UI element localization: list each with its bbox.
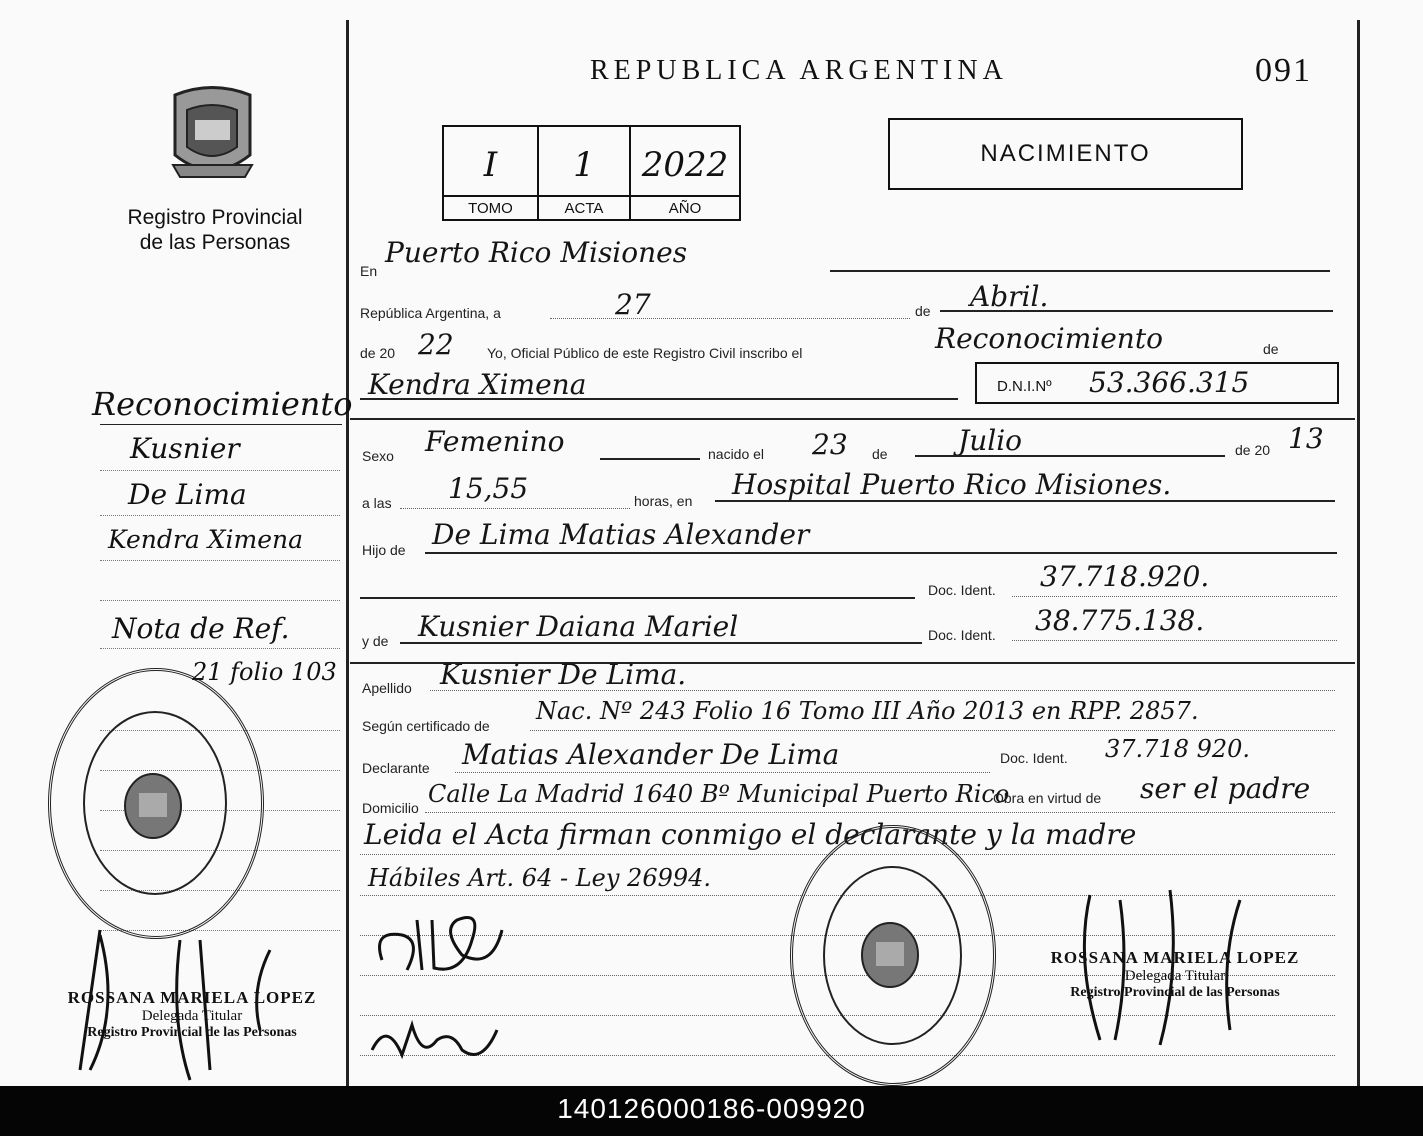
apellido-dots bbox=[430, 690, 1335, 691]
day-dots bbox=[550, 318, 910, 319]
anio-cell bbox=[631, 127, 739, 219]
year-value: 22 bbox=[418, 328, 454, 361]
right-stamp-emblem-icon bbox=[858, 920, 923, 990]
segun-label: Según certificado de bbox=[362, 718, 490, 734]
segun-dots bbox=[530, 730, 1335, 731]
year-prefix-label: de 20 bbox=[360, 345, 396, 361]
mother-name-value: Kusnier Daiana Mariel bbox=[418, 610, 739, 643]
tomo-value: I bbox=[483, 145, 498, 185]
sexo-line bbox=[600, 458, 700, 460]
alas-label: a las bbox=[362, 495, 392, 511]
registry-office-name bbox=[105, 205, 325, 255]
office-line-1: Registro Provincial bbox=[127, 206, 303, 229]
day-value: 27 bbox=[615, 288, 651, 321]
birth-year-value: 13 bbox=[1288, 422, 1324, 455]
birth-day-value: 23 bbox=[812, 428, 848, 461]
left-official-role: Delegada Titular bbox=[141, 1008, 243, 1024]
dni-label: D.N.I.Nº bbox=[997, 378, 1052, 395]
birth-month-line bbox=[915, 455, 1225, 457]
sexo-value: Femenino bbox=[425, 425, 565, 458]
father-doc-dots bbox=[1012, 596, 1337, 597]
nacido-label: nacido el bbox=[708, 446, 765, 462]
margin-surname-1: Kusnier bbox=[130, 432, 240, 465]
barcode-number: 140126000186-009920 bbox=[0, 1086, 1423, 1136]
margin-reconocimiento: Reconocimiento bbox=[92, 385, 353, 423]
leida-text: Leida el Acta firman conmigo el declarante y la madre bbox=[364, 818, 1137, 851]
right-official-role: Delegada Titular bbox=[1124, 968, 1226, 984]
domicilio-label: Domicilio bbox=[362, 800, 419, 816]
habiles-text: Hábiles Art. 64 - Ley 26994. bbox=[368, 864, 712, 892]
birth-place-line bbox=[715, 500, 1335, 502]
declarante-dots bbox=[455, 772, 990, 773]
margin-dots-3 bbox=[100, 560, 340, 561]
acta-cell bbox=[539, 127, 631, 219]
birth-place-value: Hospital Puerto Rico Misiones. bbox=[732, 468, 1172, 501]
left-official-block bbox=[42, 988, 342, 1041]
margin-folio-ref: 21 folio 103 bbox=[192, 658, 337, 686]
country-title: REPUBLICA ARGENTINA bbox=[590, 55, 1008, 86]
mother-doc-value: 38.775.138. bbox=[1035, 604, 1205, 637]
dni-value: 53.366.315 bbox=[1089, 366, 1250, 399]
office-line-2: de las Personas bbox=[139, 231, 291, 254]
dni-box bbox=[975, 362, 1339, 404]
right-official-block bbox=[1030, 948, 1320, 1001]
father-name-value: De Lima Matias Alexander bbox=[432, 518, 810, 551]
document-type-box: NACIMIENTO bbox=[888, 118, 1243, 190]
left-official-org: Registro Provincial de las Personas bbox=[87, 1025, 297, 1040]
folio-number: 091 bbox=[1255, 52, 1312, 89]
name-line bbox=[360, 398, 958, 400]
republica-label: República Argentina, a bbox=[360, 305, 501, 321]
horas-label: horas, en bbox=[634, 493, 693, 509]
birth-month-value: Julio bbox=[958, 424, 1023, 457]
right-oval-stamp bbox=[790, 825, 996, 1086]
child-name-value: Kendra Ximena bbox=[368, 368, 587, 401]
margin-dots-1 bbox=[100, 470, 340, 471]
doc-ident-label-3: Doc. Ident. bbox=[1000, 750, 1068, 766]
domicilio-value: Calle La Madrid 1640 Bº Municipal Puerto Rico bbox=[428, 780, 1010, 808]
domicilio-dots bbox=[425, 812, 1335, 813]
en-label: En bbox=[360, 263, 378, 279]
right-official-name: ROSSANA MARIELA LOPEZ bbox=[1050, 948, 1300, 967]
margin-surname-2: De Lima bbox=[128, 478, 247, 511]
birth-year-prefix-label: de 20 bbox=[1235, 442, 1271, 458]
month-value: Abril. bbox=[970, 280, 1049, 313]
en-line bbox=[830, 270, 1330, 272]
acta-value: 1 bbox=[573, 145, 595, 185]
mother-signature-icon bbox=[362, 1010, 502, 1070]
mother-doc-dots bbox=[1012, 640, 1337, 641]
left-official-name: ROSSANA MARIELA LOPEZ bbox=[67, 988, 317, 1007]
left-stamp-emblem-icon bbox=[121, 771, 186, 841]
declarante-value: Matias Alexander De Lima bbox=[462, 738, 840, 771]
birth-de-label: de bbox=[872, 446, 888, 462]
oficial-label: Yo, Oficial Público de este Registro Civil inscribo el bbox=[487, 345, 803, 361]
tomo-cell bbox=[444, 127, 539, 219]
yde-label: y de bbox=[362, 633, 389, 649]
father-doc-blank-line bbox=[360, 597, 915, 599]
left-oval-stamp bbox=[48, 668, 264, 939]
declarante-doc-value: 37.718 920. bbox=[1105, 735, 1251, 763]
hour-value: 15,55 bbox=[448, 472, 529, 505]
month-line bbox=[940, 310, 1333, 312]
father-doc-value: 37.718.920. bbox=[1040, 560, 1210, 593]
margin-dots-2 bbox=[100, 515, 340, 516]
place-handwriting: Puerto Rico Misiones bbox=[385, 236, 688, 269]
tomo-label: TOMO bbox=[444, 195, 537, 221]
father-line bbox=[425, 552, 1337, 554]
obra-label: Obra en virtud de bbox=[993, 790, 1102, 806]
certificate-value: Nac. Nº 243 Folio 16 Tomo III Año 2013 en RPP. 2857. bbox=[536, 697, 1199, 725]
act-suffix-label: de bbox=[1263, 341, 1279, 357]
margin-divider bbox=[346, 20, 349, 1086]
acta-label: ACTA bbox=[539, 195, 629, 221]
margin-note-ref: Nota de Ref. bbox=[112, 612, 290, 645]
month-de-label: de bbox=[915, 303, 931, 319]
anio-value: 2022 bbox=[641, 145, 729, 185]
right-edge bbox=[1357, 20, 1360, 1086]
anio-label: AÑO bbox=[631, 195, 739, 221]
obra-value: ser el padre bbox=[1140, 772, 1311, 805]
doc-ident-label-2: Doc. Ident. bbox=[928, 627, 996, 643]
hour-dots bbox=[400, 508, 630, 509]
mother-line bbox=[400, 642, 922, 644]
apellido-label: Apellido bbox=[362, 680, 412, 696]
section-rule-1 bbox=[350, 418, 1355, 420]
apellido-value: Kusnier De Lima. bbox=[440, 658, 687, 691]
act-type-value: Reconocimiento bbox=[935, 322, 1163, 355]
right-official-org: Registro Provincial de las Personas bbox=[1070, 985, 1280, 1000]
margin-underline bbox=[100, 424, 342, 425]
margin-dots-5 bbox=[100, 648, 340, 649]
provincial-coat-of-arms-icon bbox=[165, 85, 260, 185]
sexo-label: Sexo bbox=[362, 448, 394, 464]
declarant-signature-icon bbox=[362, 900, 512, 980]
hijo-label: Hijo de bbox=[362, 542, 406, 558]
doc-ident-label-1: Doc. Ident. bbox=[928, 582, 996, 598]
record-number-box bbox=[442, 125, 741, 221]
margin-dots-4 bbox=[100, 600, 340, 601]
margin-given-names: Kendra Ximena bbox=[108, 525, 304, 554]
declarante-label: Declarante bbox=[362, 760, 430, 776]
